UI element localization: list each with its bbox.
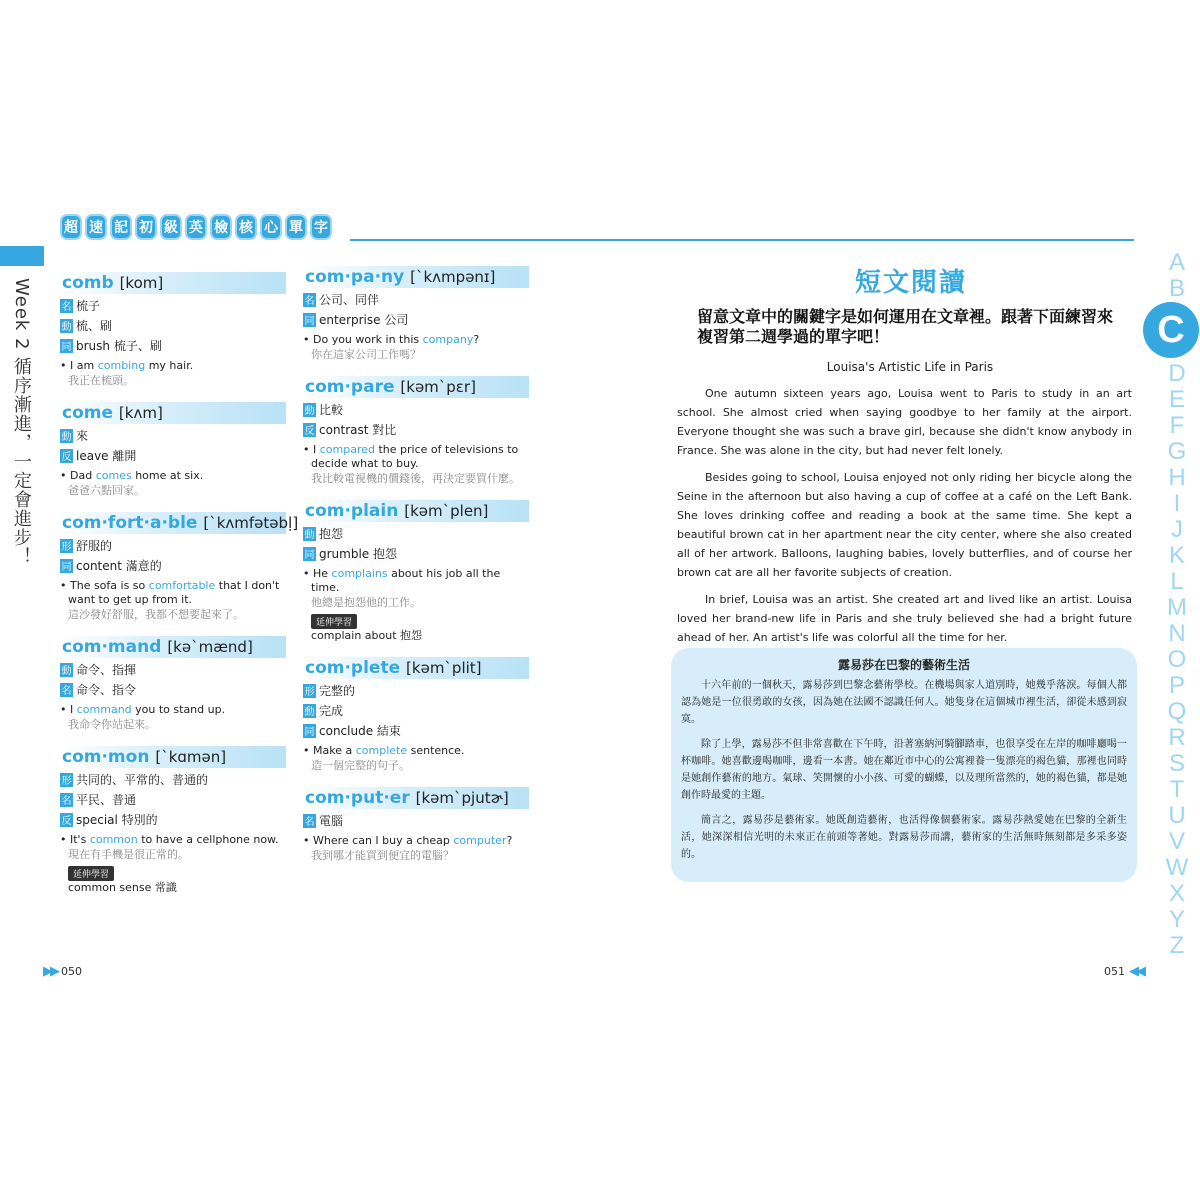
extension-text: common sense 常識 [68,881,177,894]
example-sentence [68,579,286,607]
sense-text: 完整的 [319,684,356,698]
headword [60,272,286,294]
sense-row [303,401,529,418]
pos-tag: 動 [303,704,316,718]
extension-badge: 延伸學習 [68,866,114,881]
pos-tag: 反 [303,423,316,437]
extension-badge: 延伸學習 [311,614,357,629]
header-title [60,214,332,240]
alphabet-letter[interactable]: U [1168,802,1186,829]
sense-row [303,682,529,699]
alphabet-letter[interactable]: X [1168,880,1185,907]
sense-text: content 滿意的 [76,559,162,573]
page-number-left-value: 050 [61,965,82,978]
example-sentence [311,443,529,471]
vocab-entry [303,376,529,486]
alphabet-letter[interactable]: V [1168,828,1185,855]
example-highlight: common [89,833,138,846]
vocab-entry [60,402,286,498]
header-char: 初 [135,214,157,240]
pos-tag: 同 [303,313,316,327]
headword [303,376,529,398]
alphabet-letter[interactable]: M [1167,594,1187,621]
headword [303,266,529,288]
header-char: 字 [310,214,332,240]
sense-row [60,447,286,464]
story-paragraph: Besides going to school, Louisa enjoyed not only riding her bicycle along the Seine in the afternoon but also having a cup of coffee at a café on the Left Bank. She loves drinking coffee and reading a book at the same time. She kept a beautiful brown cat in her apartment near the city center, where she also created all of her artwork. Balloons, laughing babies, lovely butterflies, and of course her brown cat are all her favorite subjects of creation. [677,471,1132,579]
alphabet-letter[interactable]: F [1169,412,1185,439]
example-translation: 我比較電視機的價錢後，再決定要買什麼。 [311,472,520,485]
example-pre: Dad [70,469,96,482]
phonetic: [kəmˋpɛr] [400,378,476,396]
header-char: 級 [160,214,182,240]
sense-row [60,557,286,574]
example-post: home at six. [131,469,204,482]
example-post: about his job all the time. [311,567,501,594]
sense-text: 來 [76,429,89,443]
alphabet-letter[interactable]: I [1173,490,1181,517]
header-char: 心 [260,214,282,240]
vocab-entry [303,657,529,773]
pos-tag: 名 [303,814,316,828]
page-number-right [1104,964,1143,979]
sense-text: enterprise 公司 [319,313,409,327]
headword [60,512,299,534]
headword [60,636,286,658]
example-pre: He [313,567,332,580]
sense-row [60,427,286,444]
sense-row [60,537,286,554]
pos-tag: 名 [60,299,73,313]
story-paragraph: In brief, Louisa was an artist. She created art and lived like an artist. Louisa loved her brand-new life in Paris and she truly believed she had a bright future ahead of her. An artist's life was colorful all the time for her. [677,593,1132,644]
sense-text: conclude 結束 [319,724,401,738]
pos-tag: 形 [60,539,73,553]
sense-text: leave 離開 [76,449,137,463]
example-post: sentence. [407,744,465,757]
pos-tag: 同 [60,339,73,353]
example-pre: It's [70,833,90,846]
alphabet-letter[interactable]: H [1168,464,1186,491]
headword [60,402,286,424]
example-pre: Do you work in this [313,333,423,346]
example-highlight: complete [355,744,408,757]
example-pre: I am [70,359,98,372]
example-translation: 這沙發好舒服，我都不想要起來了。 [68,608,244,621]
example-pre: I [70,703,77,716]
pos-tag: 反 [60,813,73,827]
alphabet-letter[interactable]: J [1171,516,1183,543]
example-post: my hair. [145,359,194,372]
example-translation: 你在這家公司工作嗎？ [311,348,421,361]
header-divider [350,239,1134,241]
example-translation: 我命令你站起來。 [68,718,156,731]
example-translation: 他總是抱怨他的工作。 [311,596,421,609]
alphabet-letter[interactable]: Y [1168,906,1185,933]
phonetic: [kəmˋpjutɚ] [415,789,509,807]
example-highlight: computer [453,834,507,847]
example-sentence [68,359,286,373]
alphabet-letter[interactable]: R [1168,724,1186,751]
example-translation: 我到哪才能買到便宜的電腦？ [311,849,454,862]
alphabet-letter[interactable]: E [1168,386,1185,413]
alphabet-letter[interactable]: D [1168,360,1186,387]
phonetic: [kom] [119,274,164,292]
alphabet-letter[interactable]: S [1168,750,1185,777]
phonetic: [kəˋmænd] [167,638,253,656]
example-pre: I [313,443,320,456]
header-char: 速 [85,214,107,240]
example-highlight: compared [319,443,375,456]
double-arrow-icon: ▶▶ [43,964,57,979]
reading-intro: 留意文章中的關鍵字是如何運用在文章裡。跟著下面練習來複習第二週學過的單字吧！ [697,307,1114,346]
story-title: Louisa's Artistic Life in Paris [826,360,994,374]
double-arrow-icon: ◀◀ [1129,964,1143,979]
sense-text: contrast 對比 [319,423,397,437]
vocab-entry [60,272,286,388]
vocab-entry [303,787,529,863]
sense-row [60,297,286,314]
pos-tag: 形 [60,773,73,787]
sense-row [303,722,529,739]
headword-text: com·plete [305,658,401,678]
headword-text: com·fort·a·ble [62,513,198,533]
pos-tag: 名 [60,793,73,807]
pos-tag: 同 [60,559,73,573]
alphabet-letter-active[interactable]: C [1143,302,1199,358]
example-sentence [311,834,529,848]
header-char: 超 [60,214,82,240]
alphabet-letter[interactable]: O [1167,646,1187,673]
alphabet-letter[interactable]: P [1168,672,1185,699]
example-post: the price of televisions to decide what to buy. [311,443,519,470]
sense-text: 平民、普通 [76,793,137,807]
alphabet-letter[interactable]: N [1168,620,1186,647]
sense-row [303,812,529,829]
header-char: 單 [285,214,307,240]
sense-text: grumble 抱怨 [319,547,397,561]
example-highlight: comes [95,469,132,482]
alphabet-letter[interactable]: Q [1167,698,1187,725]
translation-paragraph: 十六年前的一個秋天，露易莎到巴黎念藝術學校。在機場與家人道別時，她幾乎落淚。每個人都認為她是一位很勇敢的女孩，因為她在法國不認識任何人。她隻身在這個城市裡生活，卻從未感到寂寞。 [681,680,1127,725]
headword [303,657,529,679]
vocab-column-mid [303,266,529,877]
sense-text: 比較 [319,403,344,417]
headword [60,746,286,768]
vocab-entry [60,512,299,622]
example-highlight: complains [331,567,388,580]
example-translation: 爸爸六點回家。 [68,484,145,497]
sense-text: 共同的、平常的、普通的 [76,773,209,787]
alphabet-letter[interactable]: G [1167,438,1187,465]
example-sentence [68,703,286,717]
example-post: you to stand up. [131,703,226,716]
phonetic: [kəmˋplen] [404,502,489,520]
phonetic: [ˋkʌmfətəbḷ] [203,514,299,532]
side-tab-marker [0,246,44,266]
sense-text: 梳子 [76,299,101,313]
headword-text: com·put·er [305,788,410,808]
extension-text: complain about 抱怨 [311,629,423,642]
reading-title: 短文閱讀 [855,268,968,298]
sense-text: 命令、指令 [76,683,137,697]
pos-tag: 動 [60,319,73,333]
sense-row [60,791,286,808]
sense-row [60,661,286,678]
vocab-entry [303,500,529,643]
alphabet-index [1157,250,1197,959]
vocab-entry [60,746,286,895]
pos-tag: 名 [60,683,73,697]
alphabet-letter[interactable]: L [1170,568,1184,595]
sense-row [303,545,529,562]
story-body [677,384,1132,655]
example-highlight: command [76,703,132,716]
vocab-entry [303,266,529,362]
vocab-entry [60,636,286,732]
alphabet-letter[interactable]: B [1168,275,1185,302]
sense-row [60,317,286,334]
headword-text: come [62,403,113,423]
sense-row [303,525,529,542]
phonetic: [ˋkʌmpənɪ] [410,268,496,286]
alphabet-letter[interactable]: T [1169,776,1185,803]
example-sentence [311,744,529,758]
example-highlight: comfortable [148,579,216,592]
page-number-right-value: 051 [1104,965,1125,978]
translation-paragraph: 簡言之，露易莎是藝術家。她既創造藝術，也活得像個藝術家。露易莎熱愛她在巴黎的全新生活，她深深相信光明的未來正在前頭等著她。對露易莎而講，藝術家的生活無時無刻都是多采多姿的。 [681,815,1127,860]
pos-tag: 動 [303,527,316,541]
example-translation: 我正在梳頭。 [68,374,134,387]
example-sentence [68,469,286,483]
pos-tag: 名 [303,293,316,307]
sense-row [60,681,286,698]
headword [303,500,529,522]
sense-text: 梳、刷 [76,319,113,333]
pos-tag: 動 [303,403,316,417]
pos-tag: 動 [60,429,73,443]
pos-tag: 形 [303,684,316,698]
example-pre: Where can I buy a cheap [313,834,454,847]
vocab-column-left [60,272,299,909]
week-side-label: Week 2 循序漸進，一定會進步！ [11,278,32,567]
headword-text: com·mon [62,747,150,767]
example-post: that I don't want to get up from it. [68,579,280,606]
headword-text: com·pare [305,377,395,397]
headword-text: com·pa·ny [305,267,405,287]
sense-row [303,702,529,719]
sense-row [303,311,529,328]
example-translation: 造一個完整的句子。 [311,759,410,772]
sense-text: 抱怨 [319,527,344,541]
alphabet-letter[interactable]: Z [1169,932,1185,959]
pos-tag: 同 [303,724,316,738]
translation-paragraph: 除了上學，露易莎不但非常喜歡在下午時，沿著塞納河騎腳踏車，也很享受在左岸的咖啡廳喝一杯咖啡。她喜歡邊喝咖啡，邊看一本書。她在鄰近市中心的公寓裡養一隻漂亮的褐色貓，那裡也同時是她創作藝術的地方。氣球、笑開懷的小小孩、可愛的蝴蝶，以及理所當然的，她的褐色貓，都是她創作時最愛的主題。 [681,739,1127,801]
phonetic: [ˋkɑmən] [155,748,227,766]
headword [303,787,529,809]
phonetic: [kʌm] [118,404,163,422]
page-number-left [43,964,82,979]
sense-text: 命令、指揮 [76,663,137,677]
alphabet-letter[interactable]: A [1168,249,1185,276]
alphabet-letter[interactable]: W [1165,854,1189,881]
example-sentence [311,333,529,347]
header-char: 記 [110,214,132,240]
example-highlight: combing [97,359,146,372]
sense-text: brush 梳子、刷 [76,339,162,353]
translation-title: 露易莎在巴黎的藝術生活 [837,658,970,672]
example-translation: 現在有手機是很正常的。 [68,848,189,861]
sense-row [60,771,286,788]
headword-text: com·plain [305,501,399,521]
sense-text: special 特別的 [76,813,158,827]
example-post: ? [473,333,480,346]
pos-tag: 動 [60,663,73,677]
sense-text: 電腦 [319,814,344,828]
example-pre: Make a [313,744,356,757]
sense-text: 完成 [319,704,344,718]
example-highlight: company [422,333,474,346]
example-sentence [311,567,529,595]
example-post: to have a cellphone now. [137,833,279,846]
example-post: ? [506,834,513,847]
example-sentence [68,833,286,847]
sense-row [303,291,529,308]
alphabet-letter[interactable]: K [1168,542,1185,569]
pos-tag: 反 [60,449,73,463]
header-char: 英 [185,214,207,240]
header-char: 核 [235,214,257,240]
story-paragraph: One autumn sixteen years ago, Louisa went to Paris to study in an art school. She almost cried when saying goodbye to her family at the airport. Everyone thought she was such a brave girl, because she didn't know anybody in France. She was alone in the city, but had never felt lonely. [677,387,1132,457]
translation-box [671,648,1137,882]
sense-text: 舒服的 [76,539,113,553]
headword-text: comb [62,273,114,293]
sense-text: 公司、同伴 [319,293,380,307]
headword-text: com·mand [62,637,162,657]
sense-row [60,811,286,828]
sense-row [303,421,529,438]
example-pre: The sofa is so [70,579,149,592]
header-char: 檢 [210,214,232,240]
phonetic: [kəmˋplit] [406,659,482,677]
pos-tag: 同 [303,547,316,561]
sense-row [60,337,286,354]
